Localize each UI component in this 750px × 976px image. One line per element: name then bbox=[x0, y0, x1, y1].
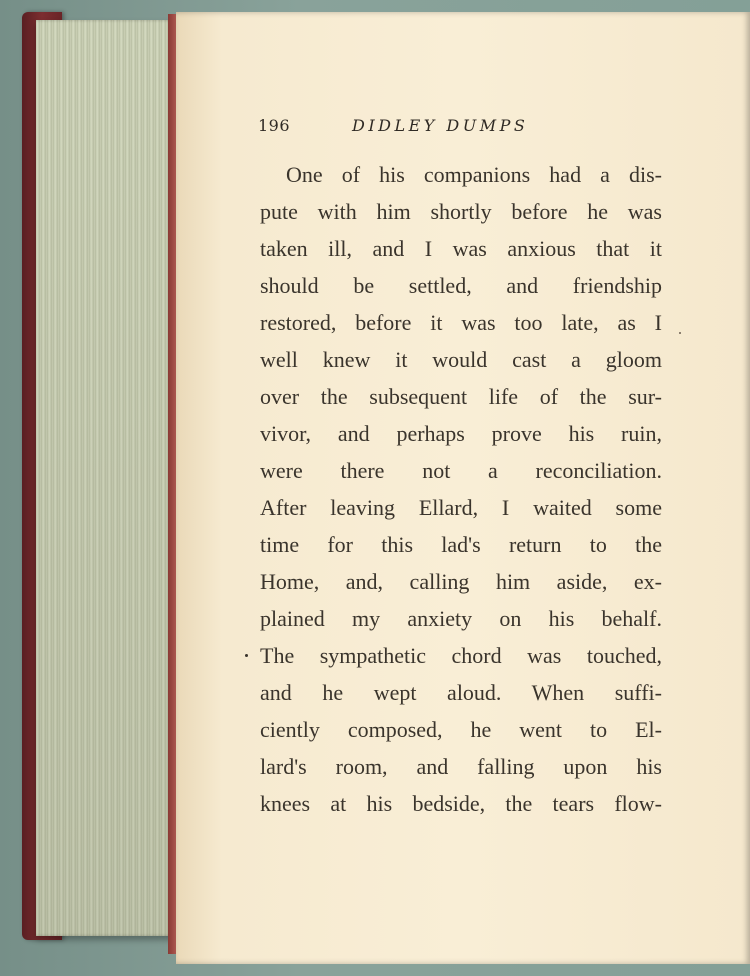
text-line: taken ill, and I was anxious that it bbox=[260, 236, 662, 261]
text-line: One of his companions had a dis- bbox=[286, 162, 662, 187]
page-edges-shade bbox=[36, 20, 176, 936]
text-line: plained my anxiety on his behalf. bbox=[260, 606, 662, 631]
text-line: pute with him shortly before he was bbox=[260, 199, 662, 224]
text-line: vivor, and perhaps prove his ruin, bbox=[260, 421, 662, 446]
margin-mark bbox=[245, 654, 248, 657]
text-line: well knew it would cast a gloom bbox=[260, 347, 662, 372]
page-number: 196 bbox=[258, 116, 291, 135]
text-line: over the subsequent life of the sur- bbox=[260, 384, 662, 409]
text-line: The sympathetic chord was touched, bbox=[260, 643, 662, 668]
text-line: and he wept aloud. When suffi- bbox=[260, 680, 662, 705]
text-line: After leaving Ellard, I waited some bbox=[260, 495, 662, 520]
text-line: time for this lad's return to the bbox=[260, 532, 662, 557]
running-head: DIDLEY DUMPS bbox=[352, 116, 529, 135]
stray-mark bbox=[679, 332, 681, 334]
page-header bbox=[258, 116, 598, 140]
body-text bbox=[260, 156, 662, 822]
text-line: Home, and, calling him aside, ex- bbox=[260, 569, 662, 594]
text-line: should be settled, and friendship bbox=[260, 273, 662, 298]
text-line: restored, before it was too late, as I bbox=[260, 310, 662, 335]
text-line: ciently composed, he went to El- bbox=[260, 717, 662, 742]
text-line: were there not a reconciliation. bbox=[260, 458, 662, 483]
text-line: lard's room, and falling upon his bbox=[260, 754, 662, 779]
book-page bbox=[176, 12, 750, 964]
text-line: knees at his bedside, the tears flow- bbox=[260, 791, 662, 816]
